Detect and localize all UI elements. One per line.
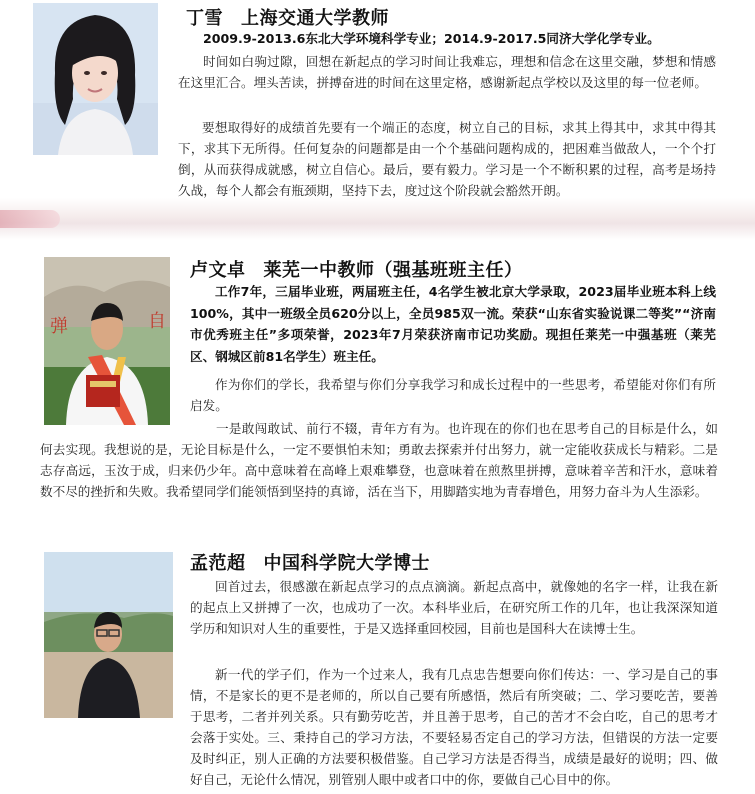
teacher-paragraph: 一是敢闯敢试、前行不辍，青年方有为。也许现在的你们也在思考自己的目标是什么，如何去实现。我想说的是，无论目标是什么，一定不要惧怕未知；勇敢去探索并付出努力，就一定能收获成长与精彩。二是志存高远，玉汝于成，归来仍少年。高中意味着在高峰上艰难攀登，也意味着在煎熬里拼搏，意味着辛苦和汗水，意味着数不尽的挫折和失败。我希望同学们能领悟到坚持的真谛，活在当下，用脚踏实地为青春增色，用努力奋斗为人生添彩。 [40,421,718,499]
section-divider [0,198,755,240]
teacher-title: 上海交通大学教师 [241,8,389,29]
teacher-title: 中国科学院大学博士 [263,553,430,574]
teacher-intro: 工作7年，三届毕业班，两届班主任，4名学生被北京大学录取，2023届毕业班本科上线100%，其中一班级全员620分以上，全员985双一流。荣获“山东省实验说课二等奖”“济南市优秀班主任”多项荣誉，2023年7月荣获济南市记功奖励。现担任莱芜一中强基班（莱芜区、钢城区前81名学生）班主任。 [190,284,716,364]
teacher-paragraph: 回首过去，很感激在新起点学习的点点滴滴。新起点高中，就像她的名字一样，让我在新的起点上又拼搏了一次，也成功了一次。本科毕业后，在研究所工作的几年，也让我深深知道学历和知识对人生的重要性，于是又选择重回校园，目前也是国科大在读博士生。 [190,579,718,636]
teacher-photo-ding-xue [33,3,158,155]
teacher-education: 2009.9-2013.6东北大学环境科学专业；2014.9-2017.5同济大学化学专业。 [203,31,660,46]
svg-text:自: 自 [148,311,166,332]
teacher-paragraph: 作为你们的学长，我希望与你们分享我学习和成长过程中的一些思考，希望能对你们有所启发。 [190,377,716,413]
teacher-paragraph: 时间如白驹过隙，回想在新起点的学习时间让我难忘，理想和信念在这里交融，梦想和情感在这里汇合。埋头苦读，拼搏奋进的时间在这里定格，感谢新起点学校以及这里的每一位老师。 [178,54,716,90]
teacher-paragraph: 要想取得好的成绩首先要有一个端正的态度，树立自己的目标，求其上得其中，求其中得其下，求其下无所得。任何复杂的问题都是由一个个基础问题构成的，把困难当做敌人，一个个打倒，从而获得成就感，树立自信心。最后，要有毅力。学习是一个不断积累的过程，高考是场持久战，每个人都会有瓶颈期，坚持下去，度过这个阶段就会豁然开朗。 [178,120,716,198]
teacher-name: 卢文卓 [190,260,246,281]
teacher-name: 丁雪 [186,8,223,29]
teacher-name-line [186,4,389,30]
teacher-name: 孟范超 [190,553,246,574]
teacher-photo-meng-fanchao [44,552,173,718]
teacher-photo-lu-wenzhuo [44,257,170,425]
svg-text:弹: 弹 [50,316,68,337]
teacher-name-line [190,256,523,282]
teacher-paragraph: 新一代的学子们，作为一个过来人，我有几点忠告想要向你们传达：一、学习是自己的事情，不是家长的更不是老师的，所以自己要有所感悟，然后有所突破；二、学习要吃苦，要善于思考，二者并列关系。只有勤劳吃苦，并且善于思考，自己的苦才不会白吃，自己的思考才会落于实处。三、秉持自己的学习方法，不要轻易否定自己的学习方法，但错误的方法一定要及时纠正，别人正确的方法要积极借鉴。自己学习方法是否得当，成绩是最好的说明；四、做好自己，无论什么情况，别管别人眼中或者口中的你，要做自己心目中的你。 [190,667,718,787]
teacher-title: 莱芜一中教师（强基班班主任） [263,260,523,281]
teacher-name-line [190,549,430,575]
